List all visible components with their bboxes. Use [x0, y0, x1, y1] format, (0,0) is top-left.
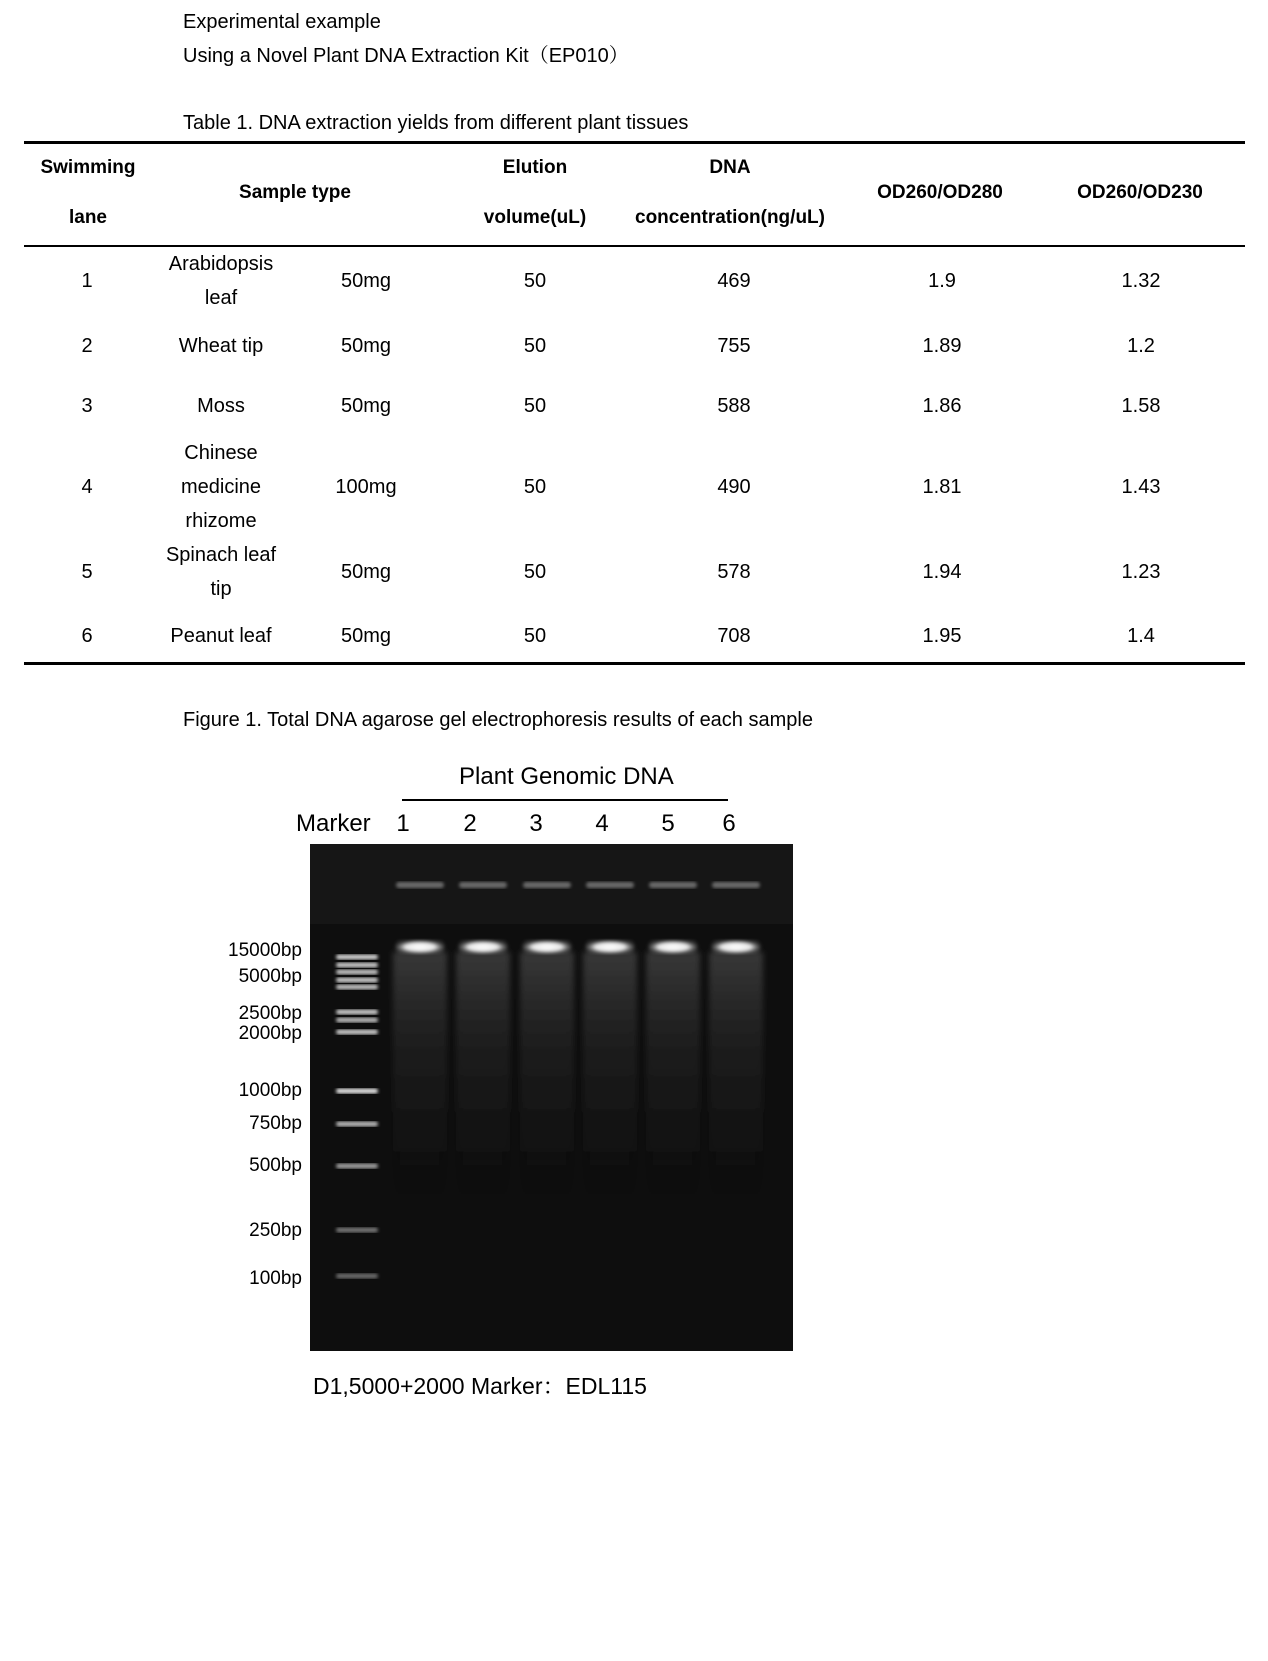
cell-lane: 2	[81, 335, 93, 357]
well	[396, 882, 444, 888]
marker-band	[336, 978, 378, 983]
header-od280: OD260/OD280	[877, 182, 1003, 203]
cell-sample-type: Moss	[197, 395, 245, 417]
lane-smear	[520, 952, 574, 1212]
marker-size-label: 15000bp	[228, 940, 302, 961]
cell-elution: 50	[523, 270, 547, 292]
cell-lane: 3	[81, 395, 93, 417]
cell-sample-type: medicine	[180, 476, 262, 498]
marker-size-label: 750bp	[249, 1113, 302, 1134]
well	[712, 882, 760, 888]
well	[459, 882, 507, 888]
table-bottom-rule	[24, 662, 1245, 665]
cell-sample-type: Peanut leaf	[170, 625, 272, 647]
header-elution-line1: Elution	[502, 157, 568, 178]
marker-footnote: D1,5000+2000 Marker：EDL115	[313, 1373, 647, 1399]
cell-od230: 1.43	[1121, 476, 1161, 498]
cell-sample-type: tip	[210, 578, 232, 600]
cell-elution: 50	[523, 476, 547, 498]
genomic-dna-band	[648, 940, 698, 954]
cell-elution: 50	[523, 395, 547, 417]
cell-mass: 50mg	[340, 335, 392, 357]
marker-size-label: 250bp	[249, 1220, 302, 1241]
cell-od280: 1.86	[922, 395, 962, 417]
marker-size-label: 2500bp	[238, 1003, 302, 1024]
cell-sample-type: Chinese	[184, 442, 258, 464]
cell-od280: 1.95	[922, 625, 962, 647]
lane-smear	[583, 952, 637, 1212]
cell-conc: 588	[717, 395, 751, 417]
cell-od280: 1.9	[928, 270, 956, 292]
cell-conc: 755	[717, 335, 751, 357]
cell-od230: 1.32	[1121, 270, 1161, 292]
gel-image	[310, 844, 793, 1351]
lane-smear	[393, 952, 447, 1212]
lane-label: 3	[529, 810, 543, 837]
marker-header: Marker	[296, 810, 371, 837]
marker-band	[336, 1164, 378, 1169]
marker-size-label: 1000bp	[238, 1080, 302, 1101]
lane-label: 6	[722, 810, 736, 837]
cell-mass: 100mg	[335, 476, 397, 498]
marker-size-label: 2000bp	[238, 1023, 302, 1044]
header-od230: OD260/OD230	[1077, 182, 1203, 203]
cell-od230: 1.58	[1121, 395, 1161, 417]
group-underline	[402, 799, 728, 801]
header-lane-line1: Swimming	[40, 157, 136, 178]
marker-band	[336, 963, 378, 968]
marker-size-label: 100bp	[249, 1268, 302, 1289]
cell-conc: 708	[717, 625, 751, 647]
lane-label: 5	[661, 810, 675, 837]
header-elution-line2: volume(uL)	[483, 207, 587, 228]
lane-smear	[709, 952, 763, 1212]
cell-mass: 50mg	[340, 625, 392, 647]
marker-band	[336, 1228, 378, 1233]
cell-conc: 578	[717, 561, 751, 583]
cell-sample-type: Spinach leaf	[165, 544, 277, 566]
header-sample-type: Sample type	[239, 182, 351, 203]
header-dna-line1: DNA	[709, 157, 751, 178]
cell-od230: 1.2	[1127, 335, 1155, 357]
marker-size-label: 5000bp	[238, 966, 302, 987]
lane-label: 4	[595, 810, 609, 837]
cell-conc: 490	[717, 476, 751, 498]
well	[649, 882, 697, 888]
cell-sample-type: Wheat tip	[178, 335, 264, 357]
header-lane-line2: lane	[68, 207, 108, 228]
cell-od230: 1.4	[1127, 625, 1155, 647]
lane-label: 1	[396, 810, 410, 837]
genomic-dna-band	[711, 940, 761, 954]
cell-od230: 1.23	[1121, 561, 1161, 583]
cell-od280: 1.94	[922, 561, 962, 583]
genomic-dna-band	[395, 940, 445, 954]
cell-elution: 50	[523, 561, 547, 583]
table-caption: Table 1. DNA extraction yields from different plant tissues	[183, 112, 689, 134]
cell-lane: 4	[81, 476, 93, 498]
well	[523, 882, 571, 888]
figure-caption: Figure 1. Total DNA agarose gel electrophoresis results of each sample	[183, 709, 813, 731]
marker-band	[336, 1122, 378, 1127]
cell-mass: 50mg	[340, 270, 392, 292]
marker-band	[336, 985, 378, 990]
cell-elution: 50	[523, 625, 547, 647]
cell-lane: 1	[81, 270, 93, 292]
marker-band	[336, 1018, 378, 1023]
intro-title: Experimental example	[183, 11, 381, 33]
marker-band	[336, 1030, 378, 1035]
cell-sample-type: rhizome	[185, 510, 257, 532]
marker-size-label: 500bp	[249, 1155, 302, 1176]
cell-sample-type: Arabidopsis	[168, 253, 274, 275]
header-dna-line2: concentration(ng/uL)	[635, 207, 825, 228]
marker-band	[336, 955, 378, 960]
cell-lane: 5	[81, 561, 93, 583]
cell-lane: 6	[81, 625, 93, 647]
marker-band	[336, 1089, 378, 1094]
cell-mass: 50mg	[340, 561, 392, 583]
cell-elution: 50	[523, 335, 547, 357]
marker-band	[336, 970, 378, 975]
genomic-dna-band	[522, 940, 572, 954]
genomic-dna-band	[458, 940, 508, 954]
group-label: Plant Genomic DNA	[459, 763, 674, 790]
marker-band	[336, 1010, 378, 1015]
lane-label: 2	[463, 810, 477, 837]
well	[586, 882, 634, 888]
genomic-dna-band	[585, 940, 635, 954]
marker-band	[336, 1274, 378, 1279]
table-top-rule	[24, 141, 1245, 144]
lane-smear	[646, 952, 700, 1212]
cell-mass: 50mg	[340, 395, 392, 417]
intro-kit-name: Using a Novel Plant DNA Extraction Kit（EP010）	[183, 45, 629, 67]
cell-od280: 1.89	[922, 335, 962, 357]
cell-od280: 1.81	[922, 476, 962, 498]
lane-smear	[456, 952, 510, 1212]
cell-sample-type: leaf	[204, 287, 238, 309]
cell-conc: 469	[717, 270, 751, 292]
